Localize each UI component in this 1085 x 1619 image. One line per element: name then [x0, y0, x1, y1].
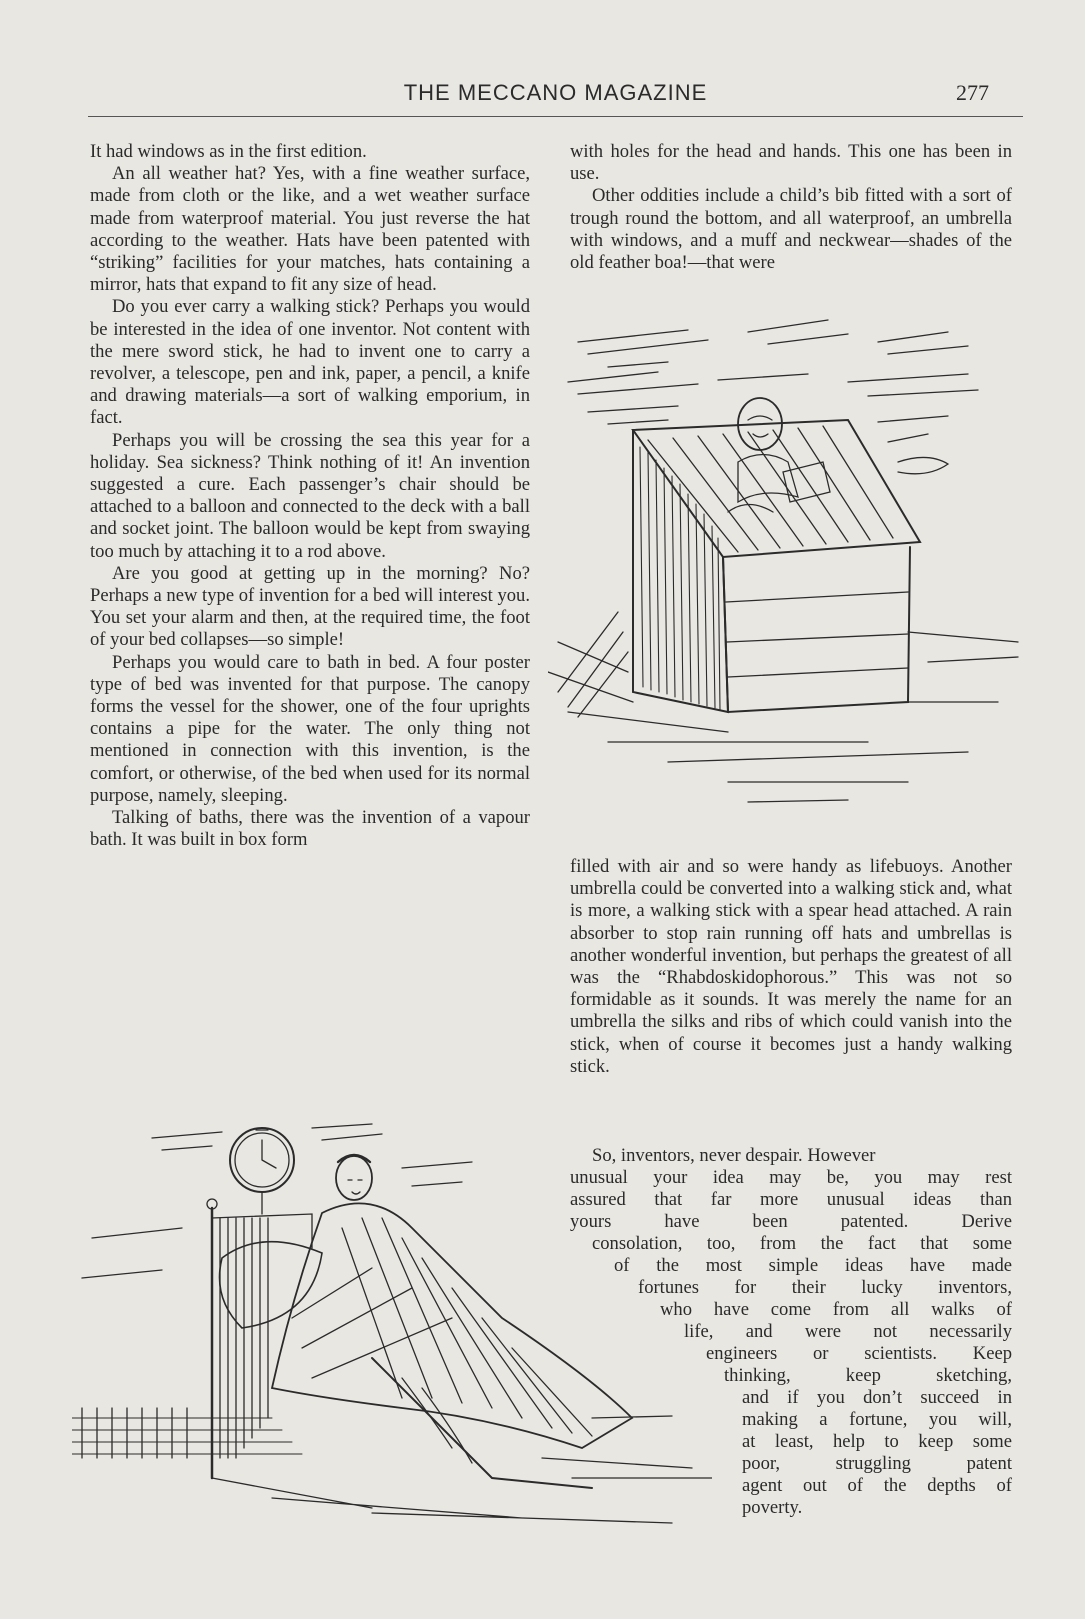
closing-line: of the most simple ideas have made — [614, 1255, 1012, 1276]
paragraph: Are you good at getting up in the morning? No? Perhaps a new type of invention for a bed will interest you. You set your alarm and then, at the required time, the foot of your bed collapses—so simple! — [90, 562, 530, 651]
paragraph: Do you ever carry a walking stick? Perhaps you would be interested in the idea of one inventor. Not content with the mere sword stick, he had to invent one to carry a revolver, a telescope, pen and ink, paper, a pencil, a knife and drawing materials—a sort of walking emporium, in fact. — [90, 296, 530, 429]
closing-line: poor, struggling patent — [742, 1453, 1012, 1474]
left-column — [90, 141, 530, 852]
closing-line: at least, help to keep some — [742, 1431, 1012, 1452]
closing-line: making a fortune, you will, — [742, 1409, 1012, 1430]
right-column-top — [570, 141, 1012, 274]
closing-line: assured that far more unusual ideas than — [570, 1189, 1012, 1210]
closing-line: engineers or scientists. Keep — [706, 1343, 1012, 1364]
closing-line: So, inventors, never despair. However — [592, 1145, 876, 1166]
closing-line: agent out of the depths of — [742, 1475, 1012, 1496]
paragraph: with holes for the head and hands. This one has been in use. — [570, 141, 1012, 185]
paragraph: Perhaps you would care to bath in bed. A four poster type of bed was invented for that purpose. The canopy forms the vessel for the shower, one of the four uprights contains a pipe for the water. The only thing not mentioned in connection with this invention, is the comfort, or otherwise, of the bed when used for its normal purpose, namely, sleeping. — [90, 651, 530, 806]
closing-line: who have come from all walks of — [660, 1299, 1012, 1320]
closing-line: fortunes for their lucky inventors, — [638, 1277, 1012, 1298]
closing-line: consolation, too, from the fact that some — [592, 1233, 1012, 1254]
paragraph: It had windows as in the first edition. — [90, 141, 367, 162]
paragraph: Talking of baths, there was the invention of a vapour bath. It was built in box form — [90, 807, 530, 851]
collapsing-bed-illustration — [72, 1118, 712, 1538]
closing-line: unusual your idea may be, you may rest — [570, 1167, 1012, 1188]
paragraph: Perhaps you will be crossing the sea this year for a holiday. Sea sickness? Think nothing of it! An invention suggested a cure. Each passenger’s chair should be attached to a balloon and connected to the deck with a ball and socket joint. The balloon would be kept from swaying too much by attaching it to a rod above. — [90, 429, 530, 562]
paragraph: An all weather hat? Yes, with a fine weather surface, made from cloth or the like, and a wet weather surface made from waterproof material. You just reverse the hat according to the weather. Hats have been patented with “striking” facilities for your matches, hats containing a mirror, hats that expand to fit any size of head. — [90, 163, 530, 296]
closing-line: thinking, keep sketching, — [724, 1365, 1012, 1386]
right-column-bottom — [570, 856, 1012, 1078]
page-number: 277 — [956, 80, 989, 105]
paragraph: Other oddities include a child’s bib fitted with a sort of trough round the bottom, and all waterproof, an umbrella with windows, and a muff and neckwear—shades of the old feather boa!—that were — [570, 185, 1012, 274]
vapour-bath-illustration — [548, 312, 1026, 832]
magazine-title: THE MECCANO MAGAZINE — [403, 80, 708, 105]
closing-line: poverty. — [742, 1497, 803, 1518]
paragraph: filled with air and so were handy as lifebuoys. Another umbrella could be converted into a walking stick and, what is more, a walking stick with a spear head attached. A rain absorber to stop rain running off hats and umbrellas is another wonderful invention, but perhaps the greatest of all was the “Rhabdoskidophorous.” This was not so formidable as it sounds. It was merely the name for an umbrella the silks and ribs of which could vanish into the stick, when of course it becomes just a handy walking stick. — [570, 856, 1012, 1077]
closing-line: yours have been patented. Derive — [570, 1211, 1012, 1232]
closing-line: and if you don’t succeed in — [742, 1387, 1012, 1408]
closing-line: life, and were not necessarily — [684, 1321, 1012, 1342]
header-rule — [88, 116, 1023, 117]
page-header — [88, 80, 1023, 114]
